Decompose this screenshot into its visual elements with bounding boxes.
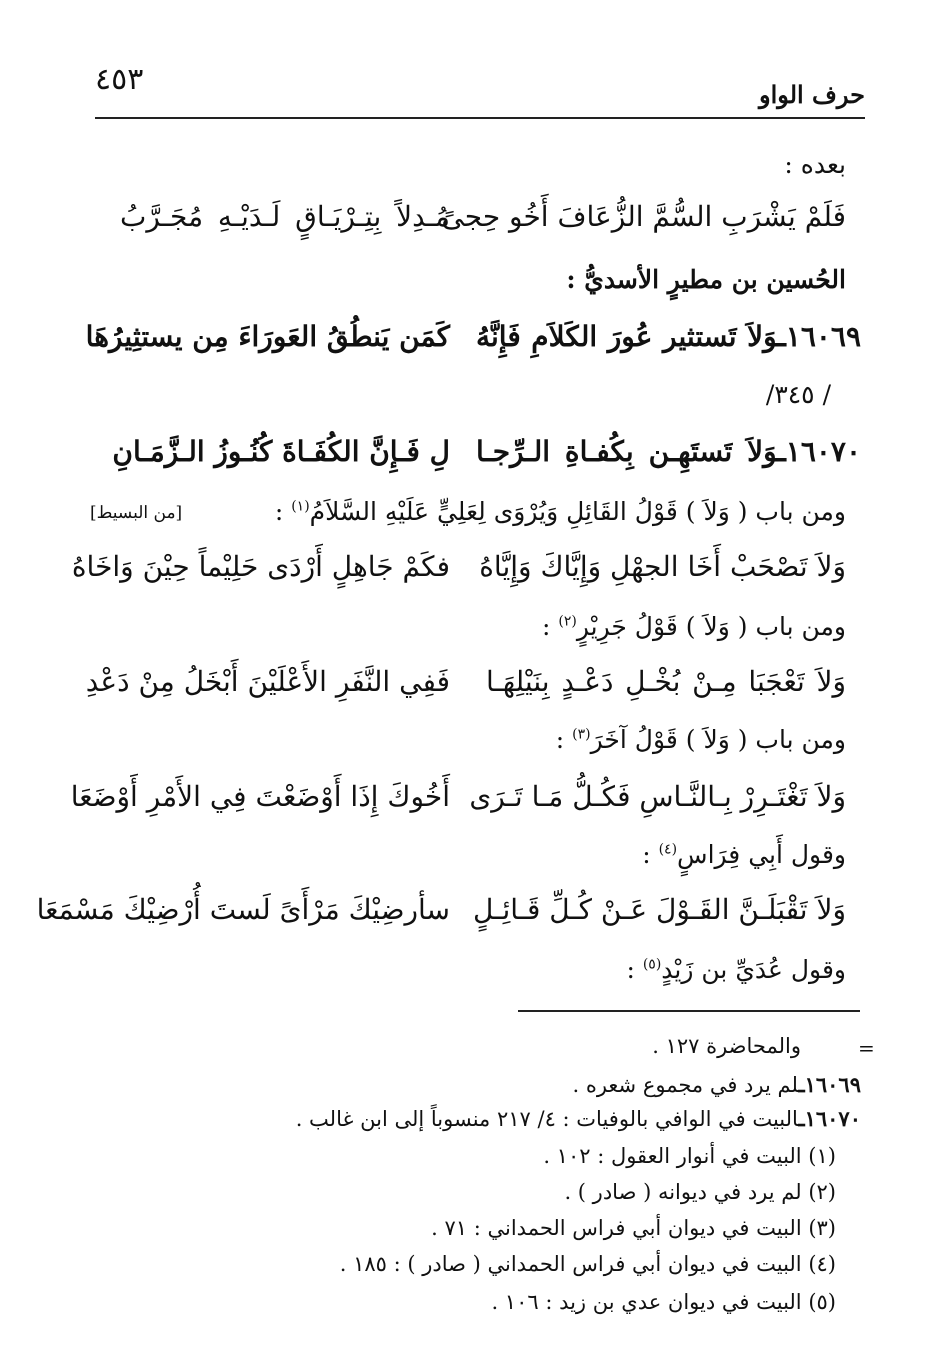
verse-1-first-hemistich: فَلَمْ يَشْرَبِ السُّمَّ الزُّعَافَ أَخُو حِجىً [441, 200, 846, 233]
footnote-mark: (٤) [658, 841, 678, 858]
verse-number: ١٦٠٧٠ـ [777, 435, 861, 468]
footnote-rule [518, 1010, 860, 1012]
verse-16069-first-hemistich: ١٦٠٦٩ـوَلاَ تَستثير عُورَ الكَلاَمِ فَإِنَّهُ [476, 320, 861, 353]
prose-line-other: ومن باب ( وَلاَ ) قَوْلُ آخَرَ$^{(٣)}$ : [555, 725, 846, 754]
header-rule [95, 117, 865, 119]
verse-5-first-hemistich: وَلاَ تَعْجَبَا مِـنْ بُخْـلِ دَعْـدٍ بِنَيْلِهَـا [486, 665, 846, 698]
footnote-5: (٥) البيت في ديوان عدي بن زيد : ١٠٦ . [491, 1290, 836, 1314]
poet-heading: الحُسين بن مطيرٍ الأسديُّ : [566, 265, 846, 294]
footnote-2: (٢) لم يرد في ديوانه ( صادر ) . [564, 1180, 836, 1204]
footnote-16070: ١٦٠٧٠ـالبيت في الوافي بالوفيات : ٤/ ٢١٧ منسوباً إلى ابن غالب . [295, 1106, 861, 1131]
footnote-mark: (٥) [642, 956, 662, 973]
verse-4-first-hemistich: وَلاَ تَصْحَبْ أَخَا الجهْلِ وَإِيَّاكَ وَإِيَّاهُ [479, 550, 846, 583]
prose-line-1: بعده : [784, 150, 846, 179]
footnote-mark: (٢) [558, 613, 577, 630]
verse-4-second-hemistich: فكَمْ جَاهِلٍ أَرْدَى حَلِيْماً حِيْنَ وَاخَاهُ [71, 550, 450, 583]
verse-6-second-hemistich: أَخُوكَ إِذَا أَوْضَعْتَ فِي الأَمْرِ أَوْضَعَا [70, 780, 450, 813]
footnote-4: (٤) البيت في ديوان أبي فراس الحمداني ( صادر ) : ١٨٥ . [339, 1252, 836, 1276]
prose-line-adi: وقول عُدَيِّ بن زَيْدٍ$^{(٥)}$ : [626, 955, 846, 984]
verse-number: ١٦٠٦٩ـ [777, 320, 861, 353]
continuation-mark: = [858, 1036, 875, 1060]
page-reference: / ٣٤٥/ [765, 380, 831, 409]
footnote-continuation: والمحاضرة ١٢٧ . [652, 1034, 801, 1058]
footnote-1: (١) البيت في أنوار العقول : ١٠٢ . [543, 1144, 836, 1168]
verse-1-second-hemistich: مُـدِلاً بِتِـرْيَـاقٍ لَـدَيْـهِ مُجَـرَّبُ [120, 200, 450, 233]
footnote-mark: (٣) [572, 726, 591, 743]
verse-16069-second-hemistich: كَمَن يَنطُقُ العَورَاءَ مِن يستثِيرُهَا [85, 320, 450, 353]
verse-7-first-hemistich: وَلاَ تَقْبَلَـنَّ القَـوْلَ عَـنْ كُـلِّ قَـائِـلٍ [473, 893, 846, 926]
footnote-mark: (١) [291, 498, 310, 515]
footnote-3: (٣) البيت في ديوان أبي فراس الحمداني : ٧١ . [431, 1216, 836, 1240]
verse-6-first-hemistich: وَلاَ تَغْتَـرِرْ بِـالنَّـاسِ فَكُـلُّ مَـا تَـرَى [469, 780, 846, 813]
verse-5-second-hemistich: فَفِي النَّفَرِ الأَعْلَيْنَ أَبْخَلُ مِنْ دَعْدِ [85, 665, 450, 698]
verse-16070-first-hemistich: ١٦٠٧٠ـوَلاَ تَستَهِـن بِكُفـاةِ الـرِّجـا [476, 435, 861, 468]
running-header [95, 62, 865, 112]
meter-label: [من البسيط] [90, 503, 183, 523]
page-number: ٤٥٣ [95, 62, 144, 97]
prose-line-section: ومن باب ( وَلاَ ) قَوْلُ القَائِلِ وَيُرْوَى لِعَلِيٍّ عَلَيْهِ السَّلاَمُ$^{(١)}$ : [274, 497, 846, 526]
chapter-title: حرف الواو [759, 80, 865, 109]
verse-7-second-hemistich: سأرضِيْكَ مَرْأَىً لَستَ أُرْضِيْكَ مَسْمَعَا [36, 893, 450, 926]
footnote-16069: ١٦٠٦٩ـلم يرد في مجموع شعره . [572, 1072, 861, 1097]
verse-16070-second-hemistich: لِ فَـإِنَّ الكُفَـاةَ كُنُـوزُ الـزَّمَـانِ [112, 435, 450, 468]
prose-line-abu-firas: وقول أَبِي فِرَاسٍ$^{(٤)}$ : [642, 840, 846, 869]
prose-line-jarir: ومن باب ( وَلاَ ) قَوْلُ جَرِيْرٍ$^{(٢)}$ : [542, 612, 846, 641]
